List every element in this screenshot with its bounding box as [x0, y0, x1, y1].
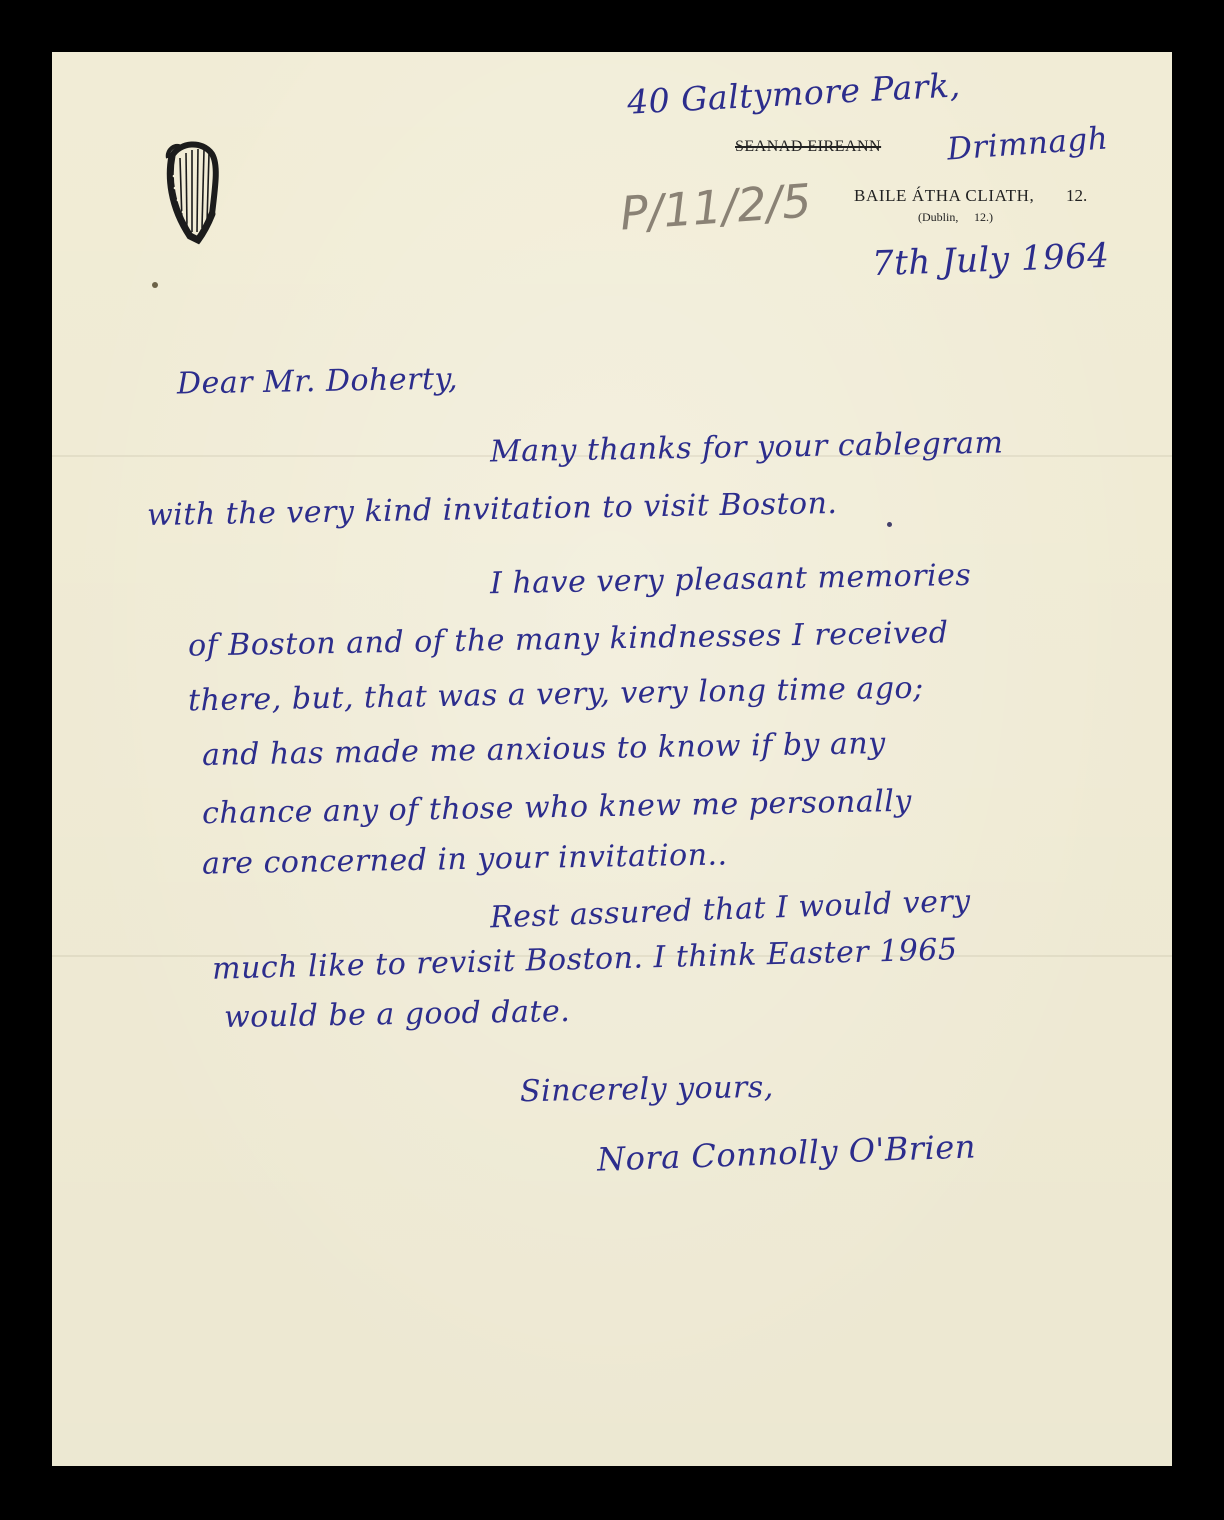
body-line: chance any of those who knew me personally — [201, 783, 913, 832]
paper-speck — [887, 522, 892, 527]
letterhead-organization: SEANAD EIREANN — [735, 138, 882, 155]
body-line: and has made me anxious to know if by any — [201, 726, 886, 773]
body-line: I have very pleasant memories — [489, 557, 972, 602]
body-line: Rest assured that I would very — [489, 883, 972, 936]
letterhead-city-english: (Dublin, — [918, 210, 959, 224]
body-line: with the very kind invitation to visit Boston. — [146, 485, 838, 534]
paper-speck — [152, 282, 158, 288]
body-line: Many thanks for your cablegram — [489, 425, 1004, 470]
body-line: of Boston and of the many kindnesses I received — [187, 615, 949, 664]
archive-reference: P/11/2/5 — [618, 173, 813, 241]
address-postal-digit: 12. — [1066, 186, 1088, 205]
harp-emblem-icon — [160, 136, 230, 246]
body-line: are concerned in your invitation.. — [201, 837, 728, 882]
signature: Nora Connolly O'Brien — [596, 1127, 977, 1179]
address-street: 40 Galtymore Park, — [626, 65, 962, 122]
body-line: would be a good date. — [223, 993, 571, 1036]
closing: Sincerely yours, — [519, 1069, 775, 1110]
salutation: Dear Mr. Doherty, — [176, 361, 459, 402]
letter-paper — [52, 52, 1172, 1466]
body-line: much like to revisit Boston. I think Easter 1965 — [211, 932, 958, 987]
address-district: Drimnagh — [945, 120, 1110, 168]
letterhead-city-irish: BAILE ÁTHA CLIATH, — [854, 186, 1035, 205]
body-line: there, but, that was a very, very long time ago; — [187, 670, 924, 719]
letter-date: 7th July 1964 — [871, 235, 1111, 285]
address-postal-note: 12.) — [974, 210, 993, 224]
